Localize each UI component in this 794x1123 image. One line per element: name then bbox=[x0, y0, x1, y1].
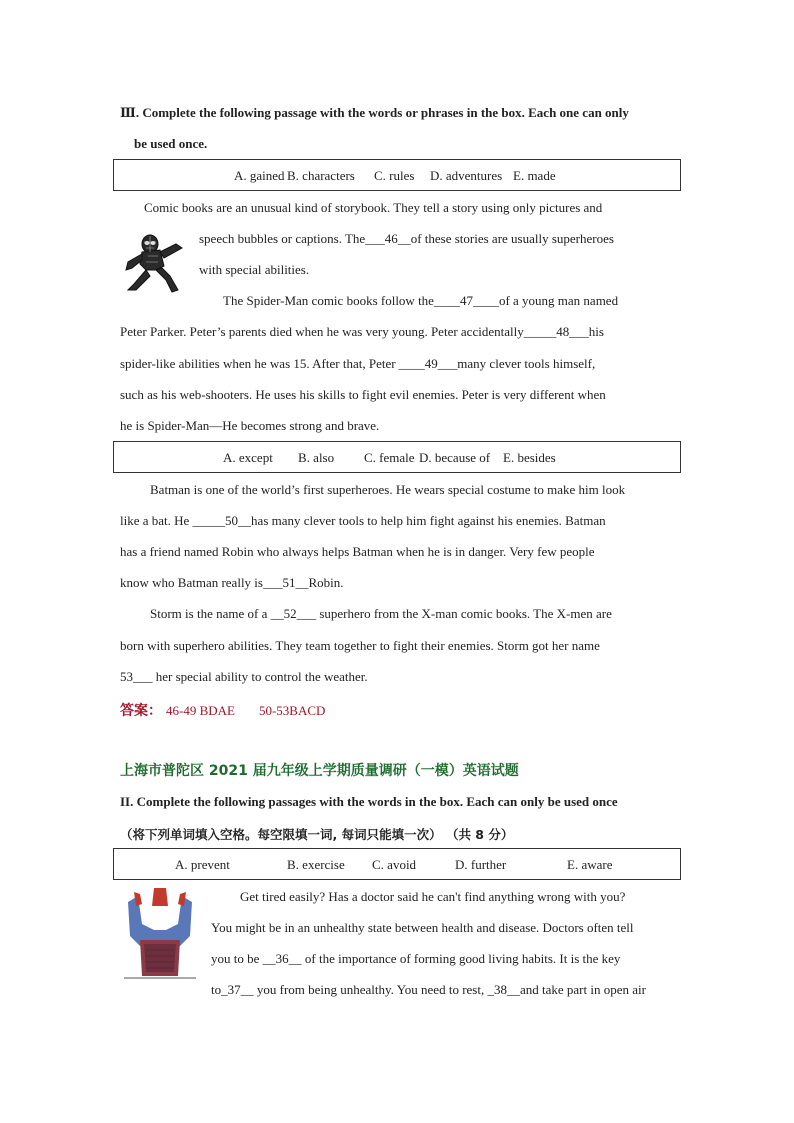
answer-line bbox=[120, 700, 325, 720]
word-box-2-item: C. female bbox=[364, 450, 415, 465]
word-box-3-item: D. further bbox=[455, 857, 507, 872]
paragraph-line: like a bat. He _____50__has many clever tools to help him fight against his enemies. Batman bbox=[120, 513, 606, 528]
paragraph-line: The Spider-Man comic books follow the____47____of a young man named bbox=[223, 293, 619, 308]
paragraph-line: such as his web-shooters. He uses his skills to fight evil enemies. Peter is very different when bbox=[120, 387, 606, 402]
word-box-2-item: E. besides bbox=[503, 450, 556, 465]
paragraph-line: he is Spider-Man—He becomes strong and brave. bbox=[120, 418, 380, 433]
paragraph-line: You might be in an unhealthy state between health and disease. Doctors often tell bbox=[211, 920, 634, 935]
paragraph-line: you to be __36__ of the importance of forming good living habits. It is the key bbox=[211, 951, 621, 966]
superhero-figure-image bbox=[120, 884, 200, 980]
paragraph-line: born with superhero abilities. They team together to fight their enemies. Storm got her name bbox=[120, 638, 600, 653]
word-box-1-item: A. gained bbox=[234, 168, 285, 183]
word-box-1-item: B. characters bbox=[287, 168, 355, 183]
paragraph-line: speech bubbles or captions. The___46__of these stories are usually superheroes bbox=[199, 231, 614, 246]
word-box-3-item: E. aware bbox=[567, 857, 613, 872]
paragraph-line: with special abilities. bbox=[199, 262, 310, 277]
section2-heading-line1: II. Complete the following passages with the words in the box. Each can only be used once bbox=[120, 794, 618, 809]
paragraph-line: spider-like abilities when he was 15. After that, Peter ____49___many clever tools himself, bbox=[120, 356, 596, 371]
paragraph-line: Get tired easily? Has a doctor said he can't find anything wrong with you? bbox=[240, 889, 626, 904]
word-box-1-item: D. adventures bbox=[430, 168, 503, 183]
paragraph-line: Storm is the name of a __52___ superhero from the X-man comic books. The X-men are bbox=[150, 606, 612, 621]
word-box-2-item: D. because of bbox=[419, 450, 491, 465]
paragraph-line: to_37__ you from being unhealthy. You need to rest, _38__and take part in open air bbox=[211, 982, 646, 997]
paragraph-line: know who Batman really is___51__Robin. bbox=[120, 575, 344, 590]
paragraph-line: 53___ her special ability to control the weather. bbox=[120, 669, 368, 684]
word-box-2-item: A. except bbox=[223, 450, 273, 465]
word-box-2-item: B. also bbox=[298, 450, 335, 465]
answer-value-2: 50-53BACD bbox=[258, 703, 326, 718]
paragraph-line: Batman is one of the world’s first superheroes. He wears special costume to make him look bbox=[150, 482, 626, 497]
word-box-3 bbox=[113, 848, 681, 880]
spiderman-image bbox=[120, 230, 186, 294]
word-box-3-item: C. avoid bbox=[372, 857, 417, 872]
word-box-3-item: B. exercise bbox=[287, 857, 345, 872]
paragraph-line: Peter Parker. Peter’s parents died when he was very young. Peter accidentally_____48___his bbox=[120, 324, 604, 339]
section1-heading-line1: Ⅲ. Complete the following passage with the words or phrases in the box. Each one can only bbox=[120, 105, 629, 120]
word-box-1-item: C. rules bbox=[374, 168, 415, 183]
answer-label: 答案： bbox=[120, 703, 162, 719]
section1-heading-line2: be used once. bbox=[134, 136, 208, 151]
paragraph-line: has a friend named Robin who always helps Batman when he is in danger. Very few people bbox=[120, 544, 595, 559]
section2-title: 上海市普陀区 2021 届九年级上学期质量调研（一模）英语试题 bbox=[120, 763, 519, 779]
word-box-3-item: A. prevent bbox=[175, 857, 230, 872]
paragraph-line: Comic books are an unusual kind of storybook. They tell a story using only pictures and bbox=[144, 200, 603, 215]
word-box-1 bbox=[113, 159, 681, 191]
answer-value-1: 46-49 BDAE bbox=[166, 703, 235, 718]
word-box-1-item: E. made bbox=[513, 168, 556, 183]
word-box-2 bbox=[113, 441, 681, 473]
section2-heading-line2: （将下列单词填入空格。每空限填一词, 每词只能填一次） （共 8 分） bbox=[120, 827, 514, 842]
